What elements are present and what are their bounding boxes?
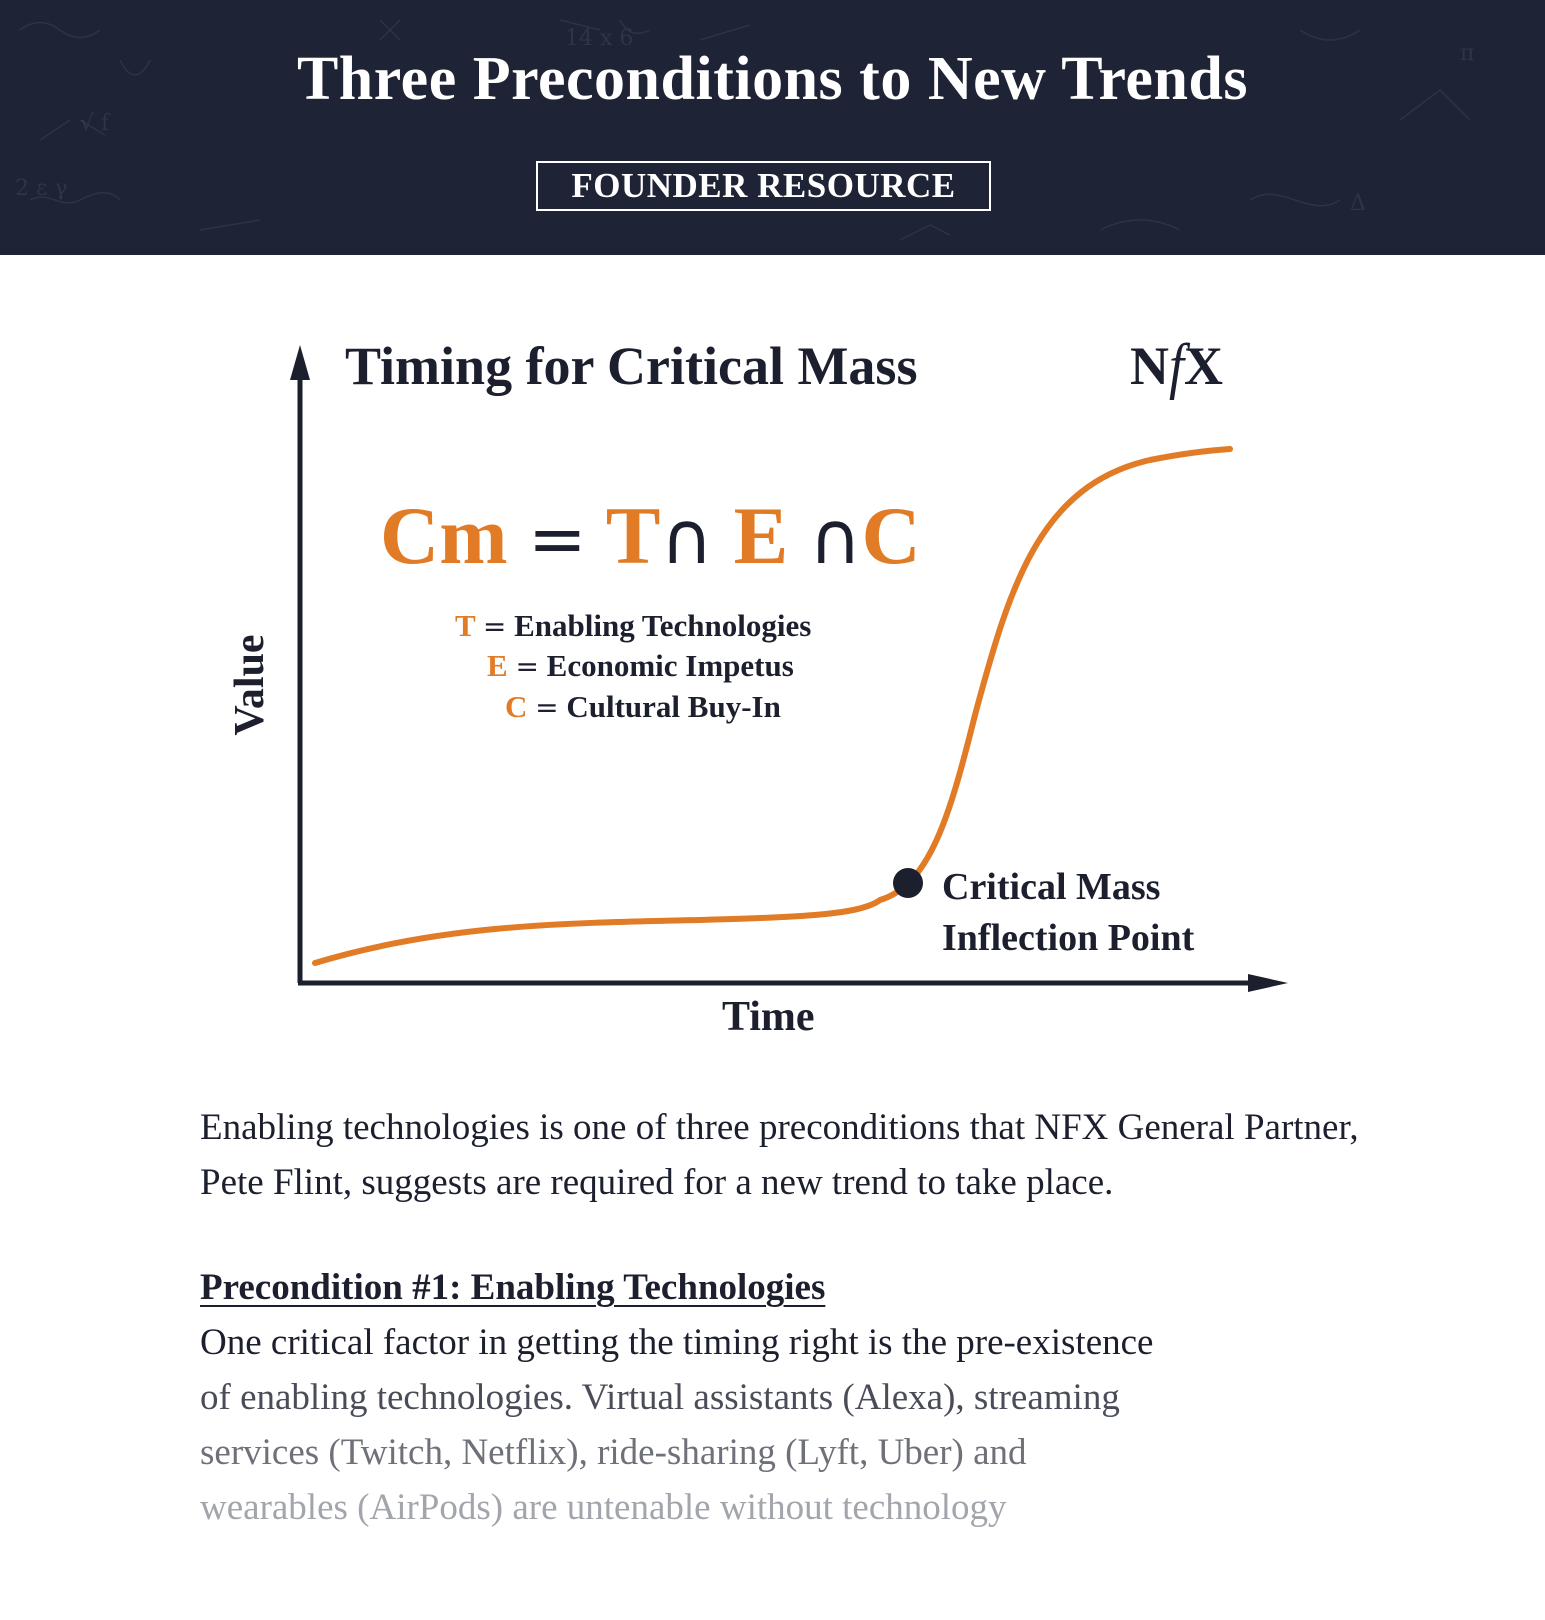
inflection-point-marker (893, 868, 923, 898)
nfx-logo: NfX (1130, 331, 1224, 401)
section-paragraph (200, 1315, 1370, 1535)
formula-equals: = (528, 498, 587, 580)
intro-paragraph: Enabling technologies is one of three preconditions that NFX General Partner, Pete Flint, suggests are required for a new trend to take place. (200, 1107, 1359, 1203)
legend-item-c: C = Cultural Buy-In (505, 689, 781, 724)
section-line: One critical factor in getting the timing right is the pre-existence (200, 1322, 1154, 1363)
x-axis-label: Time (722, 994, 815, 1040)
svg-text:π: π (1460, 41, 1475, 66)
section-line: of enabling technologies. Virtual assistants (Alexa), streaming (200, 1377, 1120, 1418)
legend-item-e: E = Economic Impetus (487, 648, 794, 683)
critical-mass-formula (380, 490, 921, 581)
formula-intersect-2: ∩ (808, 496, 862, 580)
svg-text:Δ: Δ (1350, 191, 1366, 216)
y-axis-arrowhead (290, 345, 310, 380)
formula-cm: Cm (380, 490, 508, 581)
critical-mass-diagram (0, 255, 1545, 1065)
y-axis-label: Value (227, 634, 273, 736)
section-line: wearables (AirPods) are untenable without technology (200, 1487, 1007, 1528)
section-heading: Precondition #1: Enabling Technologies (200, 1267, 826, 1308)
formula-intersect-1: ∩ (660, 496, 714, 580)
diagram-title: Timing for Critical Mass (345, 336, 918, 396)
x-axis-arrowhead (1248, 974, 1288, 992)
founder-resource-badge: FOUNDER RESOURCE (536, 161, 991, 211)
inflection-point-label: Critical Mass Inflection Point (942, 866, 1195, 959)
svg-text:14 x 6: 14 x 6 (565, 26, 634, 51)
page-title: Three Preconditions to New Trends (296, 45, 1249, 113)
legend-item-t: T = Enabling Technologies (455, 608, 812, 643)
section-line: services (Twitch, Netflix), ride-sharing (Lyft, Uber) and (200, 1432, 1027, 1473)
svg-text:√ f: √ f (80, 111, 110, 136)
formula-c: C (861, 490, 921, 581)
svg-text:2 ε γ: 2 ε γ (15, 176, 68, 201)
article-body (200, 1100, 1370, 1535)
formula-e: E (733, 490, 789, 581)
chalkboard-texture (0, 0, 1545, 255)
page-header (0, 0, 1545, 255)
formula-t: T (605, 490, 661, 581)
